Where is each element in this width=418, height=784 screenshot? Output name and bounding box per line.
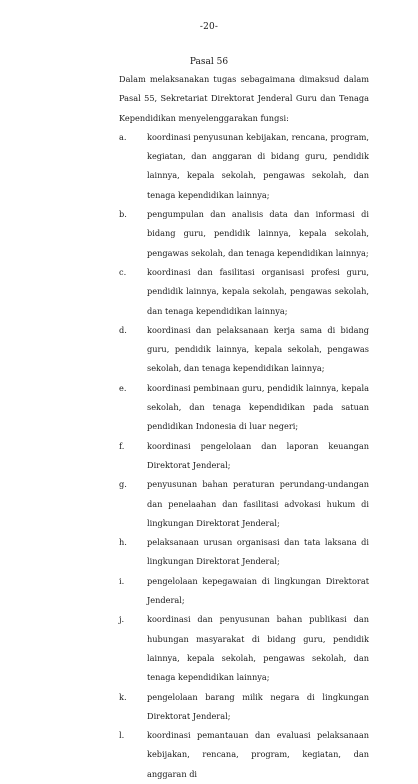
list-item-text: koordinasi pengelolaan dan laporan keuangan Direktorat Jenderal; [147, 440, 369, 470]
list-item-text: koordinasi dan penyusunan bahan publikasi dan hubungan masyarakat di bidang guru, pendidik lainnya, kepala sekolah, pengawas sekolah, dan tenaga kependidikan lainnya; [147, 614, 369, 683]
list-item [119, 572, 369, 611]
list-item-marker: h. [119, 537, 127, 548]
list-item-text: pengelolaan kepegawaian di lingkungan Direktorat Jenderal; [147, 575, 369, 606]
list-item [119, 726, 369, 784]
list-item-marker: g. [119, 479, 127, 490]
list-item-marker: j. [119, 614, 125, 625]
list-item [119, 205, 369, 263]
list-item-text: koordinasi pemantauan dan evaluasi pelaksanaan kebijakan, rencana, program, kegiatan, dan anggaran di [147, 730, 369, 779]
list-item-text: pelaksanaan urusan organisasi dan tata laksana di lingkungan Direktorat Jenderal; [147, 537, 369, 567]
list-item [119, 475, 369, 533]
list-item-text: koordinasi dan fasilitasi organisasi profesi guru, pendidik lainnya, kepala sekolah, pengawas sekolah, dan tenaga kependidikan lainnya; [147, 266, 369, 316]
list-item [119, 263, 369, 321]
list-item-marker: i. [119, 575, 125, 586]
list-item-marker: l. [119, 730, 125, 741]
list-item [119, 437, 369, 476]
list-item-text: penyusunan bahan peraturan perundang-undangan dan penelaahan dan fasilitasi advokasi hukum di lingkungan Direktorat Jenderal; [147, 479, 369, 528]
list-item-text: pengumpulan dan analisis data dan informasi di bidang guru, pendidik lainnya, kepala sekolah, pengawas sekolah, dan tenaga kependidikan lainnya; [147, 209, 369, 258]
list-item [119, 610, 369, 687]
list-item-text: pengelolaan barang milik negara di lingkungan Direktorat Jenderal; [147, 691, 369, 721]
article-title: Pasal 56 [189, 57, 229, 67]
list-item-marker: c. [119, 266, 127, 277]
list-item [119, 321, 369, 379]
list-item [119, 128, 369, 205]
list-item-marker: e. [119, 382, 127, 393]
list-item [119, 533, 369, 572]
list-item-marker: f. [119, 440, 125, 451]
document-body [119, 70, 369, 784]
list-item [119, 688, 369, 727]
list-item-text: koordinasi dan pelaksanaan kerja sama di bidang guru, pendidik lainnya, kepala sekolah, pengawas sekolah, dan tenaga kependidikan lainnya; [147, 324, 369, 374]
list-item-marker: b. [119, 209, 127, 220]
list-item-text: koordinasi penyusunan kebijakan, rencana, program, kegiatan, dan anggaran di bidang guru, pendidik lainnya, kepala sekolah, pengawas sekolah, dan tenaga kependidikan lainnya; [147, 131, 369, 200]
page-number: -20- [199, 22, 219, 32]
intro-paragraph: Dalam melaksanakan tugas sebagaimana dimaksud dalam Pasal 55, Sekretariat Direktorat Jenderal Guru dan Tenaga Kependidikan menyelenggarakan fungsi: [119, 74, 369, 123]
list-item-marker: k. [119, 691, 127, 702]
list-item-text: koordinasi pembinaan guru, pendidik lainnya, kepala sekolah, dan tenaga kependidikan pada satuan pendidikan Indonesia di luar negeri; [147, 382, 369, 432]
list-item-marker: a. [119, 131, 127, 142]
list-item-marker: d. [119, 324, 127, 335]
list-item [119, 379, 369, 437]
function-list [119, 128, 369, 784]
